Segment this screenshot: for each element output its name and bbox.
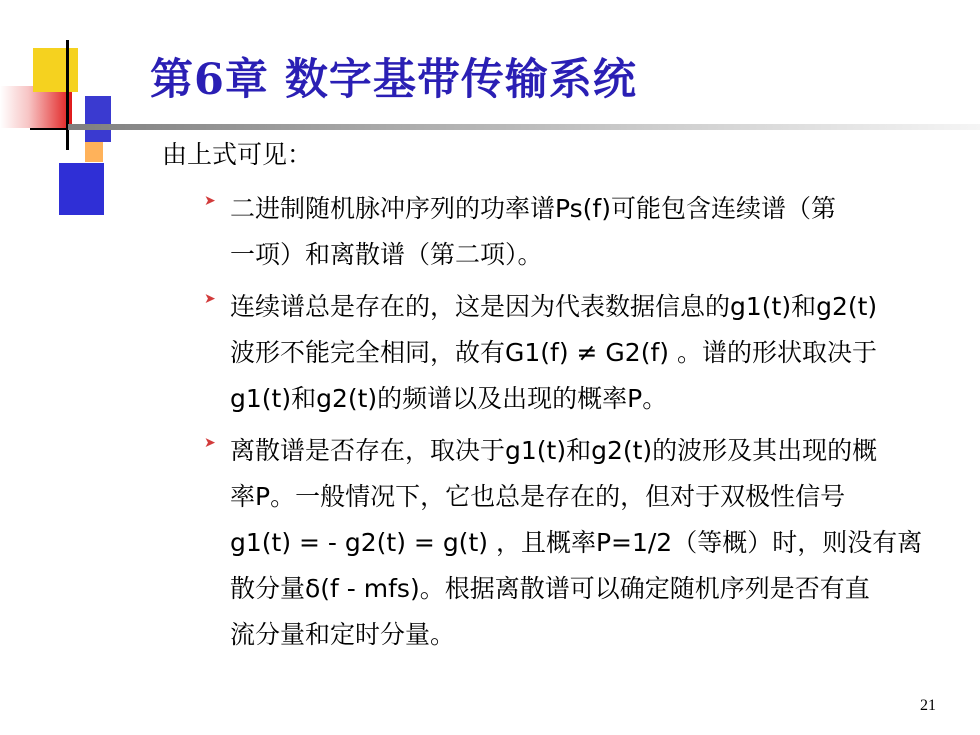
bullet-line: 率P。一般情况下，它也总是存在的，但对于双极性信号	[230, 482, 846, 511]
bullet-line: g1(t)和g2(t)的频谱以及出现的概率P。	[230, 384, 668, 413]
bullet-item	[200, 284, 970, 422]
yellow-square	[33, 48, 78, 92]
bullet-line: g1(t) = - g2(t) = g(t) ，且概率P=1/2（等概）时，则没有离	[230, 528, 923, 557]
slide-title: 第6章 数字基带传输系统	[150, 55, 637, 105]
red-gradient-bar	[0, 86, 72, 128]
chevron-right-icon: ➤	[204, 193, 216, 209]
bullet-line: 散分量δ(f - mfs)。根据离散谱可以确定随机序列是否有直	[230, 574, 870, 603]
page-number: 21	[920, 697, 936, 714]
bullet-line: 流分量和定时分量。	[230, 620, 456, 649]
bullet-line: 离散谱是否存在，取决于g1(t)和g2(t)的波形及其出现的概	[230, 436, 878, 465]
bullet-list	[200, 186, 970, 664]
intro-text: 由上式可见：	[162, 140, 313, 169]
bullet-line: 波形不能完全相同，故有G1(f) ≠ G2(f) 。谱的形状取决于	[230, 338, 877, 367]
small-blue-square	[85, 96, 111, 142]
bullet-line: 二进制随机脉冲序列的功率谱Ps(f)可能包含连续谱（第	[230, 194, 836, 223]
orange-square	[85, 142, 103, 162]
chevron-right-icon: ➤	[204, 291, 216, 307]
bullet-item	[200, 428, 970, 658]
blue-square	[59, 163, 104, 215]
bullet-line: 连续谱总是存在的，这是因为代表数据信息的g1(t)和g2(t)	[230, 292, 878, 321]
bullet-line: 一项）和离散谱（第二项）。	[230, 240, 543, 269]
bullet-item	[200, 186, 970, 278]
chevron-right-icon: ➤	[204, 435, 216, 451]
title-underline	[68, 124, 980, 130]
vertical-rule	[66, 40, 69, 150]
